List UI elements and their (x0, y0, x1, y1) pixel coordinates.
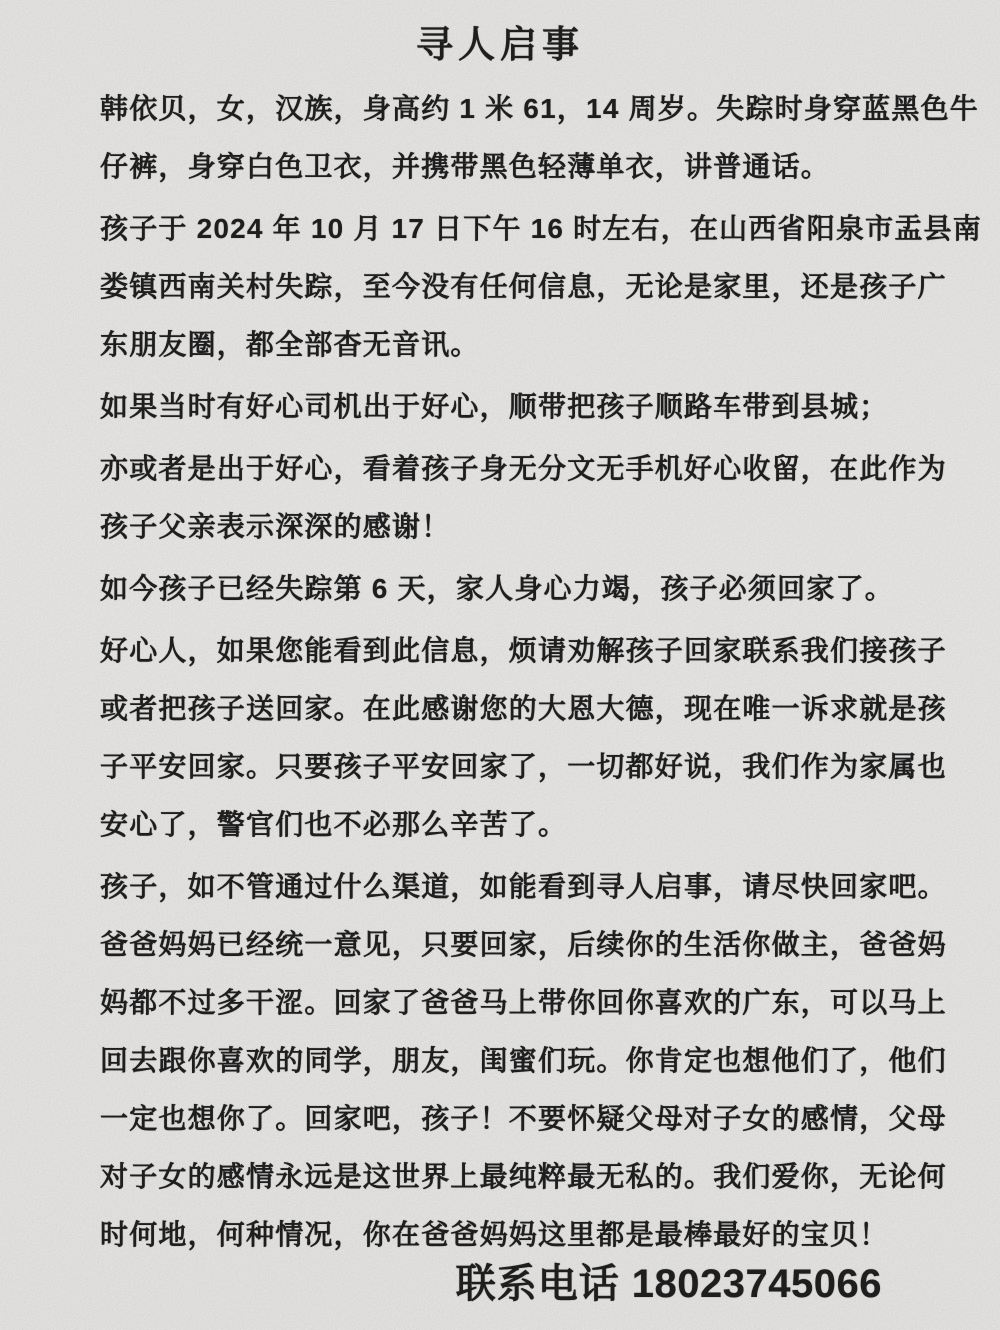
text-line: 子平安回家。只要孩子平安回家了，一切都好说，我们作为家属也 (100, 751, 947, 782)
text-line: 如果当时有好心司机出于好心，顺带把孩子顺路车带到县城； (100, 391, 889, 422)
paragraph (100, 378, 905, 436)
text-line: 妈都不过多干涩。回家了爸爸马上带你回你喜欢的广东，可以马上 (100, 987, 947, 1018)
text-line: 爸爸妈妈已经统一意见，只要回家，后续你的生活你做主，爸爸妈 (100, 929, 947, 960)
text-line: 一定也想你了。回家吧，孩子！不要怀疑父母对子女的感情，父母 (100, 1103, 947, 1134)
text-line: 孩子父亲表示深深的感谢！ (100, 511, 451, 542)
text-line: 安心了，警官们也不必那么辛苦了。 (100, 809, 568, 840)
page-title: 寻人启事 (416, 24, 584, 65)
text-line: 亦或者是出于好心，看着孩子身无分文无手机好心收留，在此作为 (100, 453, 947, 484)
text-line: 或者把孩子送回家。在此感谢您的大恩大德，现在唯一诉求就是孩 (100, 693, 947, 724)
paragraph (100, 560, 905, 618)
text-line: 仔裤，身穿白色卫衣，并携带黑色轻薄单衣，讲普通话。 (100, 151, 831, 182)
contact-line (456, 1252, 882, 1309)
paragraph (100, 858, 947, 1264)
text-line: 孩子于 2024 年 10 月 17 日下午 16 时左右，在山西省阳泉市盂县南 (100, 213, 982, 244)
paragraph (100, 622, 947, 854)
text-line: 孩子，如不管通过什么渠道，如能看到寻人启事，请尽快回家吧。 (100, 871, 947, 902)
text-line: 时何地，何种情况，你在爸爸妈妈这里都是最棒最好的宝贝！ (100, 1219, 889, 1250)
contact-phone-number: 18023745066 (631, 1262, 882, 1306)
contact-label: 联系电话 (455, 1262, 620, 1306)
notice-body (0, 68, 1000, 1264)
text-line: 回去跟你喜欢的同学，朋友，闺蜜们玩。你肯定也想他们了，他们 (100, 1045, 947, 1076)
paragraph (100, 80, 979, 196)
text-line: 如今孩子已经失踪第 6 天，家人身心力竭，孩子必须回家了。 (100, 573, 894, 604)
text-line: 娄镇西南关村失踪，至今没有任何信息，无论是家里，还是孩子广 (100, 271, 947, 302)
text-line: 东朋友圈，都全部杳无音讯。 (100, 329, 480, 360)
text-line: 好心人，如果您能看到此信息，烦请劝解孩子回家联系我们接孩子 (100, 635, 947, 666)
paragraph (100, 440, 947, 556)
text-line: 对子女的感情永远是这世界上最纯粹最无私的。我们爱你，无论何 (100, 1161, 947, 1192)
paragraph (100, 200, 982, 374)
text-line: 韩依贝，女，汉族，身高约 1 米 61，14 周岁。失踪时身穿蓝黑色牛 (100, 93, 979, 124)
